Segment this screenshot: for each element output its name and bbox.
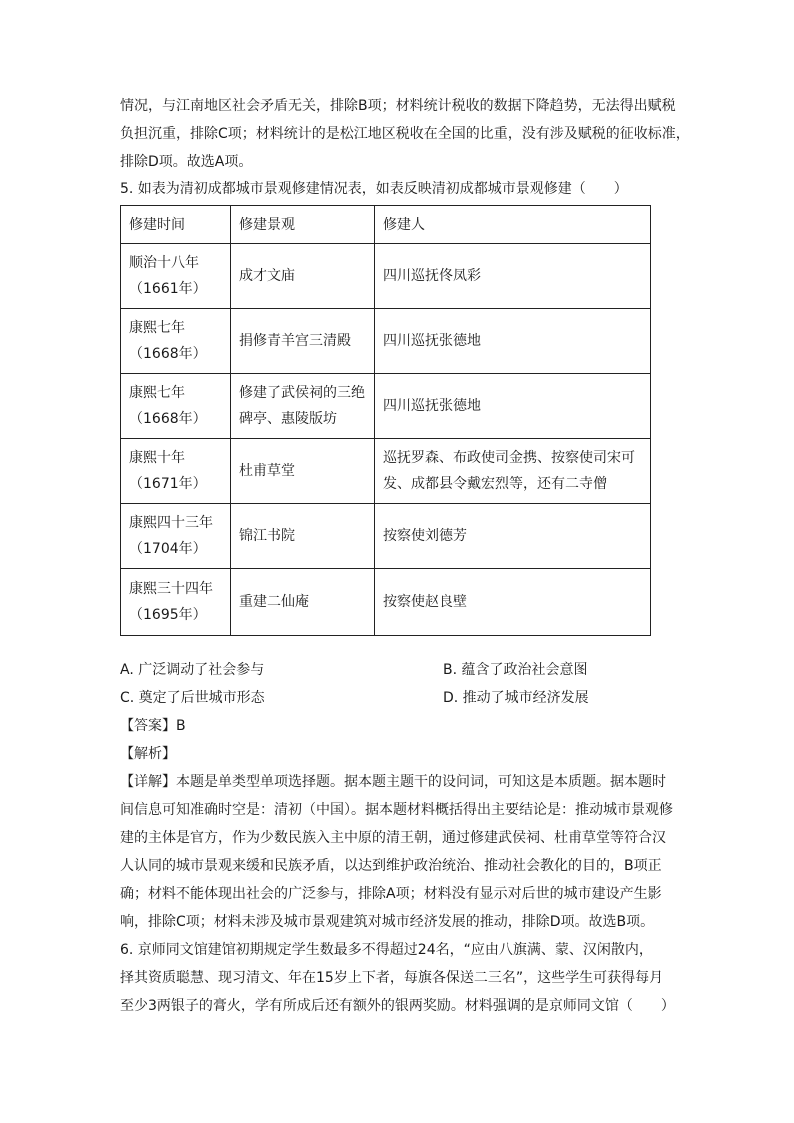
- cell-landscape: [231, 439, 375, 504]
- cell-builder: [375, 569, 651, 636]
- question-stem-text: 5. 如表为清初成都城市景观修建情况表，如表反映清初成都城市景观修建（ ）: [120, 181, 628, 197]
- cell-text: 四川巡抚佟凤彩: [383, 268, 481, 284]
- previous-analysis-continuation: [120, 92, 690, 176]
- cell-text: 按察使刘德芳: [383, 528, 467, 544]
- option-a: A. 广泛调动了社会参与: [120, 662, 265, 678]
- cell-time: [121, 504, 231, 569]
- question-5-stem: [120, 175, 680, 203]
- question-6-line: 择其资质聪慧、现习清文、年在15岁上下者，每旗各保送二三名”，这些学生可获得每月: [120, 970, 664, 986]
- question-6: [120, 936, 680, 1020]
- cell-time: [121, 374, 231, 439]
- cell-text: 按察使赵良壁: [383, 594, 467, 610]
- cell-text: 康熙七年: [129, 385, 185, 401]
- cell-text: 巡抚罗森、布政使司金携、按察使司宋可: [383, 450, 635, 466]
- cell-text: 四川巡抚张德地: [383, 333, 481, 349]
- analysis-heading: 【解析】: [120, 746, 176, 762]
- cell-builder: [375, 439, 651, 504]
- landscape-table: [120, 205, 651, 636]
- cell-landscape: [231, 309, 375, 374]
- cell-builder: [375, 504, 651, 569]
- table-row: [121, 374, 651, 439]
- cell-builder: [375, 374, 651, 439]
- analysis-line: 确；材料不能体现出社会的广泛参与，排除A项；材料没有显示对后世的城市建设产生影: [120, 886, 662, 902]
- cell-landscape: [231, 374, 375, 439]
- cell-text: 捐修青羊宫三清殿: [239, 333, 351, 349]
- option-c: C. 奠定了后世城市形态: [120, 690, 265, 706]
- cell-landscape: [231, 569, 375, 636]
- cell-text: 锦江书院: [239, 528, 295, 544]
- cell-time: [121, 309, 231, 374]
- table-row: [121, 504, 651, 569]
- cell-text: （1661年）: [129, 281, 207, 297]
- cell-text: 修建了武侯祠的三绝: [239, 385, 365, 401]
- answer-label: 【答案】B: [120, 718, 186, 734]
- text-line: 负担沉重，排除C项；材料统计的是松江地区税收在全国的比重，没有涉及赋税的征收标准，: [120, 126, 690, 142]
- table-row: [121, 309, 651, 374]
- cell-time: [121, 439, 231, 504]
- options-row-1: [120, 656, 680, 684]
- table-row: [121, 569, 651, 636]
- table-row: [121, 244, 651, 309]
- table-header-row: [121, 206, 651, 244]
- cell-time: [121, 569, 231, 636]
- cell-text: 发、成都县令戴宏烈等，还有二寺僧: [383, 476, 607, 492]
- table-row: [121, 439, 651, 504]
- header-time: 修建时间: [121, 206, 231, 244]
- cell-landscape: [231, 244, 375, 309]
- cell-text: 顺治十八年: [129, 255, 199, 271]
- cell-text: （1671年）: [129, 476, 207, 492]
- question-6-line: 6. 京师同文馆建馆初期规定学生数最多不得超过24名，“应由八旗满、蒙、汉闲散内，: [120, 942, 653, 958]
- question-6-line: 至少3两银子的膏火，学有所成后还有额外的银两奖励。材料强调的是京师同文馆（ ）: [120, 998, 675, 1014]
- cell-builder: [375, 309, 651, 374]
- cell-text: 杜甫草堂: [239, 463, 295, 479]
- cell-text: 康熙十年: [129, 450, 185, 466]
- answer-analysis-section: [120, 712, 680, 936]
- analysis-line: 间信息可知准确时空是：清初（中国）。据本题材料概括得出主要结论是：推动城市景观修: [120, 802, 673, 818]
- cell-text: 成才文庙: [239, 268, 295, 284]
- cell-builder: [375, 244, 651, 309]
- option-b: B. 蕴含了政治社会意图: [443, 662, 588, 678]
- header-builder: 修建人: [375, 206, 651, 244]
- cell-text: 康熙七年: [129, 320, 185, 336]
- cell-landscape: [231, 504, 375, 569]
- cell-time: [121, 244, 231, 309]
- analysis-line: 人认同的城市景观来缓和民族矛盾，以达到维护政治统治、推动社会教化的目的，B项正: [120, 858, 662, 874]
- header-landscape: 修建景观: [231, 206, 375, 244]
- cell-text: 康熙三十四年: [129, 581, 213, 597]
- cell-text: （1668年）: [129, 346, 207, 362]
- cell-text: 四川巡抚张德地: [383, 398, 481, 414]
- cell-text: 碑亭、惠陵版坊: [239, 411, 337, 427]
- cell-text: （1695年）: [129, 607, 207, 623]
- option-d: D. 推动了城市经济发展: [443, 690, 589, 706]
- text-line: 排除D项。故选A项。: [120, 154, 253, 170]
- analysis-line: 建的主体是官方，作为少数民族入主中原的清王朝，通过修建武侯祠、杜甫草堂等符合汉: [120, 830, 666, 846]
- analysis-line: 响，排除C项；材料未涉及城市景观建筑对城市经济发展的推动，排除D项。故选B项。: [120, 914, 655, 930]
- cell-text: （1704年）: [129, 541, 207, 557]
- cell-text: 康熙四十三年: [129, 515, 213, 531]
- options-row-2: [120, 684, 680, 712]
- cell-text: （1668年）: [129, 411, 207, 427]
- analysis-line: 【详解】本题是单类型单项选择题。据本题主题干的设问词，可知这是本质题。据本题时: [120, 774, 666, 790]
- text-line: 情况，与江南地区社会矛盾无关，排除B项；材料统计税收的数据下降趋势，无法得出赋税: [120, 98, 676, 114]
- cell-text: 重建二仙庵: [239, 594, 309, 610]
